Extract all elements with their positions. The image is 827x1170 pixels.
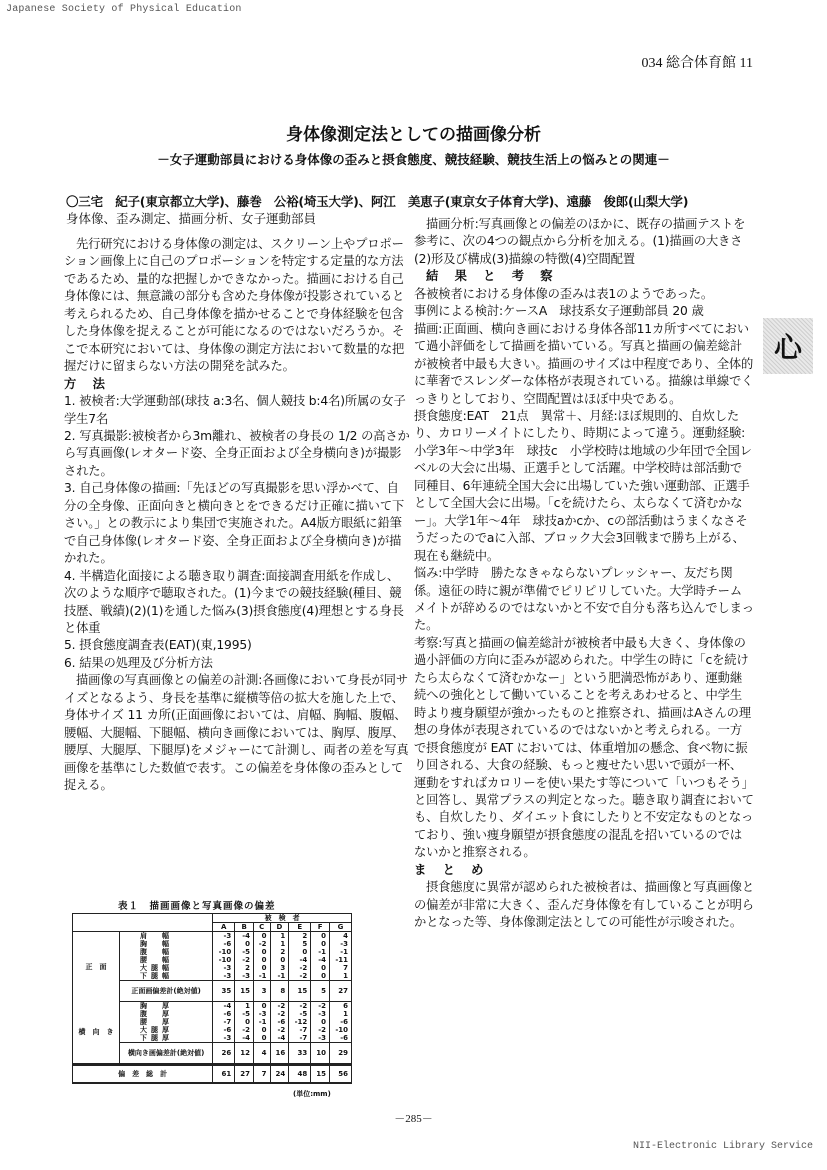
method-item: 2. 写真撮影:被検者から3m離れ、被検者の身長の 1/2 の高さから写真画像(レオタード姿、全身正面および全身横向き)が撮影された。 (64, 428, 410, 478)
table-cell: 15 (235, 981, 254, 1002)
table-cell: 0 (253, 1034, 270, 1043)
table-cell: -2 (270, 1026, 289, 1034)
table-cell: 0 (289, 948, 311, 956)
table-cell: -10 (213, 948, 235, 956)
table-unit: (単位:mm) (293, 1090, 331, 1098)
table-cell: -2 (289, 972, 311, 981)
discussion-paragraph: 考察:写真と描画の偏差総計が被検者中最も大きく、身体像の過小評価の方向に歪みが認められた。中学生の時に「cを続けたら太らなくて済むかなー」という肥満恐怖があり、運動継続への強化として働いていることを考えあわせると、中学生時より痩身願望が強かったものと推察され、描画はAさんの理想の身体が表現されているのではないかと考えられる。一方で摂食態度が EAT においては、体重増加の懸念、食べ物に振り回される、大食の経験、もっと痩せたい思いで頭が一杯、運動をすればカロリーを使い果たす等について「いつもそう」と回答し、異常プラスの判定となった。聴き取り調査においても、自炊したり、ダイエット食にしたりと不安定なものとなっており、強い痩身願望が摂食態度の混乱を招いているのではないかと推察される。 (414, 635, 754, 860)
table-cell: 27 (329, 981, 351, 1002)
group-label-front: 正 面 (73, 932, 120, 1002)
table-cell: -6 (329, 1018, 351, 1026)
column-header: D (270, 923, 289, 932)
row-label: 胸 幅 (119, 940, 212, 948)
table-cell: 0 (253, 1002, 270, 1011)
session-label: 034 総合体育館 11 (641, 56, 753, 71)
table-cell: 0 (253, 1026, 270, 1034)
column-header: C (253, 923, 270, 932)
table-cell: 0 (311, 1018, 330, 1026)
table-cell: -2 (311, 1026, 330, 1034)
table-cell: 3 (253, 981, 270, 1002)
methods-heading: 方 法 (64, 376, 111, 391)
drawing-paragraph: 描画:正面画、横向き画における身体各部11カ所すべてにおいて過小評価をして描画を描いている。写真と描画の偏差総計が被検者中最も大きい。描画のサイズは中程度であり、全体的に華奢でスレンダーな体格が表現されている。描線は単線でくっきりとしており、空間配置はほぼ中央である。 (414, 321, 754, 406)
row-label: 腰 厚 (119, 1018, 212, 1026)
table-cell: -5 (289, 1010, 311, 1018)
right-column (414, 216, 754, 932)
table-cell: -2 (270, 1010, 289, 1018)
table-cell: 10 (311, 1043, 330, 1065)
table-cell: 2 (289, 932, 311, 941)
subjects-header: 被 検 者 (213, 914, 352, 923)
column-header: G (329, 923, 351, 932)
table-cell: -7 (289, 1034, 311, 1043)
table-cell: -2 (235, 1026, 254, 1034)
table-cell: 1 (329, 972, 351, 981)
table-cell: 3 (270, 964, 289, 972)
table-cell: -1 (253, 972, 270, 981)
table-cell: -2 (289, 1002, 311, 1011)
table-cell: 8 (270, 981, 289, 1002)
results-paragraph: 各被検者における身体像の歪みは表1のようであった。 (414, 286, 714, 301)
table-cell: 6 (329, 1002, 351, 1011)
table-cell: 35 (213, 981, 235, 1002)
table-caption: 表１ 描画画像と写真画像の偏差 (118, 901, 276, 912)
table-cell: 0 (253, 956, 270, 964)
table-cell: -3 (253, 1010, 270, 1018)
table-cell: 5 (289, 940, 311, 948)
corner-cell (73, 914, 213, 932)
authors: 〇三宅 紀子(東京都立大学)、藤巻 公裕(埼玉大学)、阿江 美恵子(東京女子体育大学)、遠藤 俊郎(山梨大学) (66, 194, 689, 209)
table-cell: 2 (270, 948, 289, 956)
paper-title: 身体像測定法としての描画像分析 (286, 125, 541, 145)
table-cell: 12 (235, 1043, 254, 1065)
table-cell: -7 (213, 1018, 235, 1026)
table-cell: 24 (270, 1065, 289, 1084)
table-cell: -2 (289, 964, 311, 972)
table-cell: 27 (235, 1065, 254, 1084)
row-label: 横向き画偏差計(絶対値) (119, 1043, 212, 1065)
method-item: 4. 半構造化面接による聴き取り調査:面接調査用紙を作成し、次のような順序で聴取された。(1)今までの競技経験(種目、競技歴、戦績)(2)(1)を通した悩み(3)摂食態度(4)理想とする身長と体重 (64, 568, 404, 635)
table-cell: -6 (329, 1034, 351, 1043)
table-cell: -6 (270, 1018, 289, 1026)
table-cell: -2 (235, 956, 254, 964)
table-cell: -3 (311, 1010, 330, 1018)
table-cell: -3 (311, 1034, 330, 1043)
left-column (64, 236, 410, 795)
table-cell: 0 (311, 964, 330, 972)
table-cell: -10 (329, 1026, 351, 1034)
table-cell: -7 (289, 1026, 311, 1034)
table-cell: -4 (235, 1034, 254, 1043)
table-row (73, 932, 352, 941)
table-cell: -2 (253, 940, 270, 948)
table-cell: -1 (311, 948, 330, 956)
table-cell: 0 (311, 940, 330, 948)
table-cell: -3 (213, 964, 235, 972)
table-cell: -4 (311, 956, 330, 964)
method-item: 1. 被検者:大学運動部(球技 a:3名、個人競技 b:4名)所属の女子学生7名 (64, 394, 406, 426)
table-cell: 26 (213, 1043, 235, 1065)
table-cell: 15 (289, 981, 311, 1002)
table-cell: -4 (270, 1034, 289, 1043)
page-number: －285－ (394, 1113, 433, 1125)
table-cell: -3 (235, 972, 254, 981)
table-cell: 7 (253, 1065, 270, 1084)
results-heading: 結 果 と 考 察 (426, 269, 559, 284)
table-cell: 0 (311, 972, 330, 981)
table-cell: 1 (270, 932, 289, 941)
table-cell: -1 (253, 1018, 270, 1026)
worries-paragraph: 悩み:中学時 勝たなきゃならないプレッシャー、友だち関係。遠征の時に親が準備でピリピリしていた。大学時チームメイトが辞めるのではないかと不安で自分も落ち込んでしまった。 (414, 566, 754, 633)
table-cell: -10 (213, 956, 235, 964)
table-cell: 7 (329, 964, 351, 972)
table-cell: 0 (270, 956, 289, 964)
row-label: 肩 幅 (119, 932, 212, 941)
table-cell: -3 (213, 932, 235, 941)
table-cell: -4 (235, 932, 254, 941)
row-label: 下腿幅 (119, 972, 212, 981)
drawing-analysis-paragraph: 描画分析:写真画像との偏差のほかに、既存の描画テストを参考に、次の4つの観点から分析を加える。(1)描画の大きさ(2)形及び構成(3)描線の特徴(4)空間配置 (414, 217, 746, 266)
library-footer: NII-Electronic Library Service (632, 1141, 813, 1152)
table-cell: 0 (253, 932, 270, 941)
table-cell: 33 (289, 1043, 311, 1065)
method-item: 3. 自己身体像の描画:「先ほどの写真撮影を思い浮かべて、自分の全身像、正面向きと横向きとをできるだけ正確に描いて下さい。」との教示により集団で実施された。A4版方眼紙に鉛筆で自己身体像(レオタード姿、全身正面および全身横向き)が描かれた。 (64, 481, 405, 566)
table-cell: 15 (311, 1065, 330, 1084)
table-cell: 29 (329, 1043, 351, 1065)
table-cell: -11 (329, 956, 351, 964)
table-cell: 48 (289, 1065, 311, 1084)
table-cell: -2 (311, 1002, 330, 1011)
intro-paragraph: 先行研究における身体像の測定は、スクリーン上やプロポーション画像上に自己のプロポーションを特定する定量的な方法であるため、量的な把握しかできなかった。描画における自己身体像には、無意識の部分も含めた身体像が投影されていると考えられるため、自己身体像を描かせることで身体経験を包含した身体像を捉えることが可能になるのではないだろうか。そこで本研究においては、身体像の測定方法において数量的な把握だけに留まらない方法の開発を試みた。 (64, 237, 405, 374)
table-cell: 0 (235, 1018, 254, 1026)
table-cell: 0 (235, 940, 254, 948)
table-cell: -4 (213, 1002, 235, 1011)
society-header: Japanese Society of Physical Education (6, 4, 242, 15)
column-header: F (311, 923, 330, 932)
table-row (73, 914, 352, 923)
paper-subtitle: －女子運動部員における身体像の歪みと摂食態度、競技経験、競技生活上の悩みとの関連－ (157, 152, 670, 167)
table-cell: 0 (311, 932, 330, 941)
summary-heading: ま と め (414, 862, 490, 877)
table-cell: 61 (213, 1065, 235, 1084)
column-header: B (235, 923, 254, 932)
row-label: 下腿厚 (119, 1034, 212, 1043)
table-cell: 0 (253, 948, 270, 956)
table-cell: 1 (329, 1010, 351, 1018)
keywords: 身体像、歪み測定、描画分析、女子運動部員 (66, 211, 317, 226)
row-label: 腹 幅 (119, 948, 212, 956)
table-cell: -6 (213, 1026, 235, 1034)
table-cell: 5 (311, 981, 330, 1002)
row-label: 腹 厚 (119, 1010, 212, 1018)
table-cell: 1 (235, 1002, 254, 1011)
deviation-table (72, 913, 352, 1084)
table-cell: 4 (329, 932, 351, 941)
section-tab-label: 心 (773, 331, 802, 364)
total-label: 偏 差 総 計 (73, 1065, 213, 1084)
case-paragraph: 事例による検討:ケースA 球技系女子運動部員 20 歳 (414, 304, 704, 319)
method-item: 6. 結果の処理及び分析方法 (64, 655, 213, 670)
row-label: 正面画偏差計(絶対値) (119, 981, 212, 1002)
group-label-side: 横 向 き (73, 1002, 120, 1065)
table-cell: 16 (270, 1043, 289, 1065)
table-cell: -12 (289, 1018, 311, 1026)
table-cell: 0 (253, 964, 270, 972)
row-label: 胸 厚 (119, 1002, 212, 1011)
row-label: 大腿幅 (119, 964, 212, 972)
table-row (73, 1002, 352, 1011)
table-cell: 2 (235, 964, 254, 972)
table-cell: -1 (270, 972, 289, 981)
row-label: 腰 幅 (119, 956, 212, 964)
table-cell: 4 (253, 1043, 270, 1065)
table-cell: 1 (270, 940, 289, 948)
table-cell: 56 (329, 1065, 351, 1084)
row-label: 大腿厚 (119, 1026, 212, 1034)
table-cell: -1 (329, 948, 351, 956)
column-header: A (213, 923, 235, 932)
eating-paragraph: 摂食態度:EAT 21点 異常＋、月経:ほぼ規則的、自炊したり、カロリーメイトにしたり、時期によって違う。運動経験:小学3年～中学3年 球技c 小学校時は地域の少年団で全国レベルの大会に出場、正選手として活躍。中学校時は部活動で同種目、6年連続全国大会に出場していた強い運動部、正選手として全国大会に出場。「cを続けたら、太らなくて済むかなー」。大学1年～4年 球技aかcか、cの部活動はうまくなさそうだったのでaに入部、ブロック大会3回戦まで勝ち上がる、現在も継続中。 (414, 408, 752, 563)
summary-paragraph: 摂食態度に異常が認められた被検者は、描画像と写真画像との偏差が非常に大きく、歪んだ身体像を有していることが明らかとなった等、身体像測定法としての可能性が示唆された。 (414, 880, 754, 930)
table-cell: -3 (213, 1034, 235, 1043)
table-cell: -3 (329, 940, 351, 948)
column-header: E (289, 923, 311, 932)
method-item: 5. 摂食態度調査表(EAT)(東,1995) (64, 638, 252, 653)
table-cell: -6 (213, 940, 235, 948)
analysis-paragraph: 描画像の写真画像との偏差の計測:各画像において身長が同サイズとなるよう、身長を基準に縦横等倍の拡大を施した上で、身体サイズ 11 カ所(正面画像においては、肩幅、胸幅、腹幅、腰幅、大腿幅、下腿幅、横向き画像においては、胸厚、腹厚、腰厚、大腿厚、下腿厚)をメジャーにて計測し、両者の差を写真画像を基準にした数値で表す。この偏差を身体像の歪みとして捉える。 (64, 673, 409, 793)
section-tab (763, 318, 813, 374)
table-cell: -2 (270, 1002, 289, 1011)
table-row (73, 1065, 352, 1084)
table-cell: -5 (235, 1010, 254, 1018)
table-cell: -5 (235, 948, 254, 956)
table-body (73, 914, 352, 1084)
table-cell: -3 (213, 972, 235, 981)
table-cell: -6 (213, 1010, 235, 1018)
table-cell: -4 (289, 956, 311, 964)
